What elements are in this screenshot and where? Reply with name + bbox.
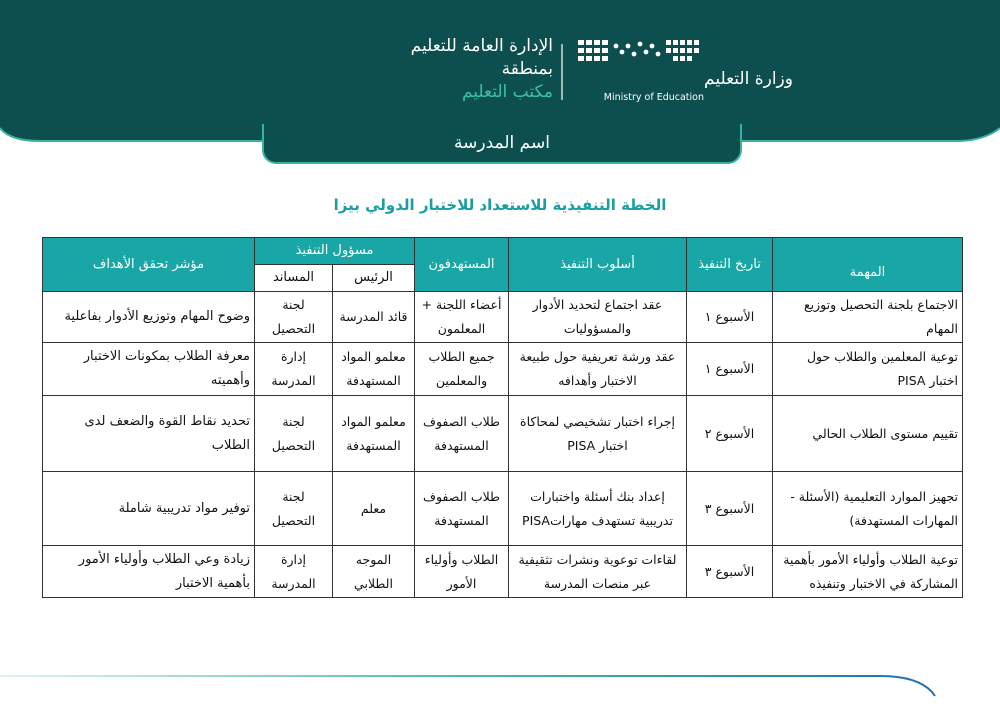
school-name: اسم المدرسة (262, 124, 742, 164)
cell-indicator: وضوح المهام وتوزيع الأدوار بفاعلية (43, 292, 255, 343)
cell-target: أعضاء اللجنة + المعلمون (415, 292, 509, 343)
cell-indicator: توفير مواد تدريبية شاملة (43, 472, 255, 546)
plan-table (42, 237, 963, 598)
footer-decoration (0, 660, 1000, 707)
table-row (43, 546, 963, 598)
logo-dots-icon (578, 40, 699, 61)
cell-task: الاجتماع بلجنة التحصيل وتوزيع المهام (773, 292, 963, 343)
table-row (43, 396, 963, 472)
cell-lead: معلم (333, 472, 415, 546)
logo-arabic-text: وزارة التعليم (704, 69, 793, 89)
header-support: المساند (255, 265, 333, 292)
logo-divider (561, 44, 563, 100)
cell-support: إدارة المدرسة (255, 343, 333, 396)
header-method: أسلوب التنفيذ (509, 238, 687, 292)
header-date: تاريخ التنفيذ (687, 238, 773, 292)
logo-english-text: Ministry of Education (603, 92, 704, 103)
cell-lead: قائد المدرسة (333, 292, 415, 343)
department-block (411, 34, 553, 104)
cell-lead: معلمو المواد المستهدفة (333, 396, 415, 472)
cell-method: عقد اجتماع لتحديد الأدوار والمسؤوليات (509, 292, 687, 343)
cell-target: الطلاب وأولياء الأمور (415, 546, 509, 598)
cell-target: طلاب الصفوف المستهدفة (415, 396, 509, 472)
education-office: مكتب التعليم (461, 82, 553, 102)
department-line2: بمنطقة (501, 59, 553, 79)
cell-support: لجنة التحصيل (255, 472, 333, 546)
header-lead: الرئيس (333, 265, 415, 292)
cell-indicator: تحديد نقاط القوة والضعف لدى الطلاب (43, 396, 255, 472)
cell-target: جميع الطلاب والمعلمين (415, 343, 509, 396)
cell-support: لجنة التحصيل (255, 396, 333, 472)
department-line1: الإدارة العامة للتعليم (410, 36, 553, 56)
header-target: المستهدفون (415, 238, 509, 292)
cell-date: الأسبوع ٣ (687, 546, 773, 598)
cell-task: توعية الطلاب وأولياء الأمور بأهمية المشاركة في الاختبار وتنفيذه (773, 546, 963, 598)
cell-indicator: زيادة وعي الطلاب وأولياء الأمور بأهمية الاختبار (43, 546, 255, 598)
table-row (43, 343, 963, 396)
cell-date: الأسبوع ٢ (687, 396, 773, 472)
cell-method: عقد ورشة تعريفية حول طبيعة الاختبار وأهدافه (509, 343, 687, 396)
cell-task: تجهيز الموارد التعليمية (الأسئلة - المهارات المستهدفة) (773, 472, 963, 546)
cell-date: الأسبوع ١ (687, 292, 773, 343)
cell-lead: معلمو المواد المستهدفة (333, 343, 415, 396)
cell-support: إدارة المدرسة (255, 546, 333, 598)
cell-method: إعداد بنك أسئلة واختبارات تدريبية تستهدف مهاراتPISA (509, 472, 687, 546)
header-responsible: مسؤول التنفيذ (255, 238, 415, 265)
table-header-row (43, 238, 963, 265)
cell-support: لجنة التحصيل (255, 292, 333, 343)
cell-date: الأسبوع ٣ (687, 472, 773, 546)
table-row (43, 472, 963, 546)
cell-lead: الموجه الطلابي (333, 546, 415, 598)
ministry-logo (576, 36, 793, 106)
table-row (43, 292, 963, 343)
cell-task: توعية المعلمين والطلاب حول اختبار PISA (773, 343, 963, 396)
cell-target: طلاب الصفوف المستهدفة (415, 472, 509, 546)
cell-date: الأسبوع ١ (687, 343, 773, 396)
cell-indicator: معرفة الطلاب بمكونات الاختبار وأهميته (43, 343, 255, 396)
cell-task: تقييم مستوى الطلاب الحالي (773, 396, 963, 472)
plan-title: الخطة التنفيذية للاستعداد للاختبار الدولي بيزا (333, 196, 667, 214)
header-task: المهمة (773, 238, 963, 292)
header-indicator: مؤشر تحقق الأهداف (43, 238, 255, 292)
cell-method: لقاءات توعوية ونشرات تثقيفية عبر منصات المدرسة (509, 546, 687, 598)
cell-method: إجراء اختبار تشخيصي لمحاكاة اختبار PISA (509, 396, 687, 472)
